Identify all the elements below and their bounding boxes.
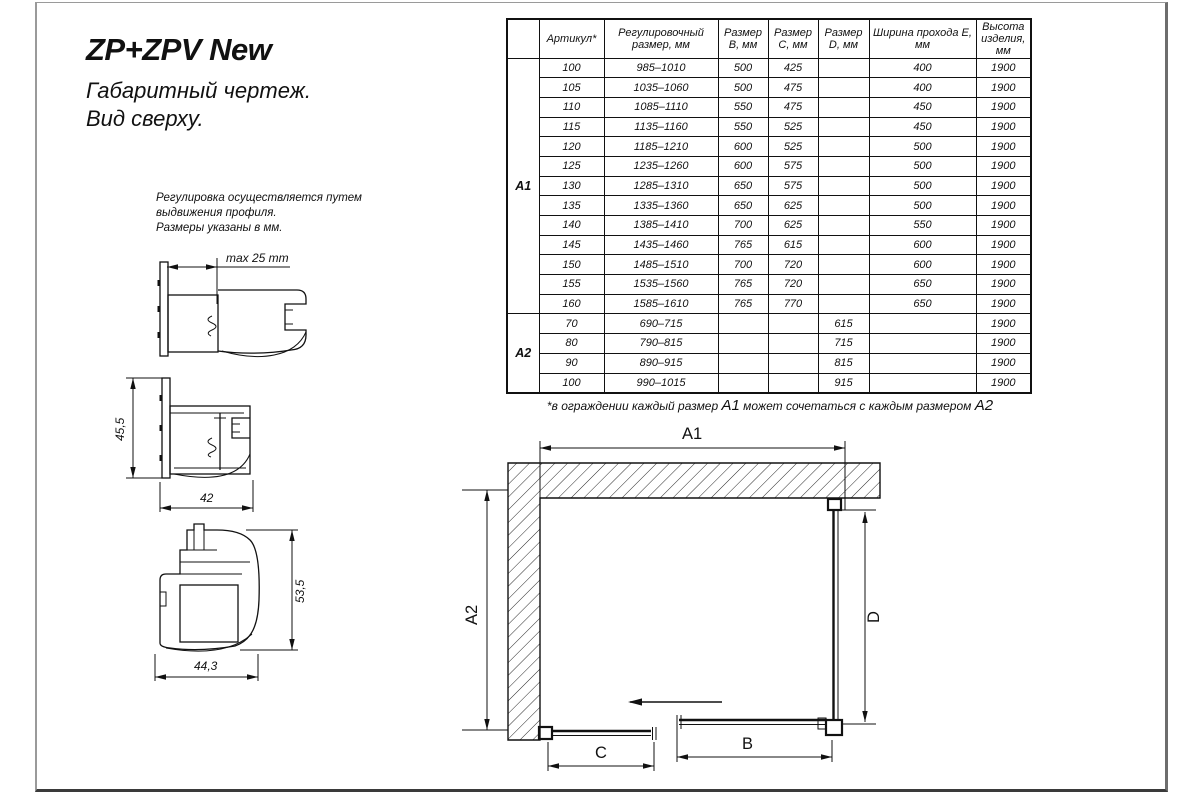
table-cell <box>869 373 976 393</box>
table-cell: 1900 <box>976 275 1031 295</box>
table-cell: 475 <box>768 97 818 117</box>
table-cell: 1585–1610 <box>604 294 718 314</box>
table-row <box>507 117 1031 137</box>
page-subtitle-1: Габаритный чертеж. <box>86 78 311 103</box>
table-cell <box>818 137 869 157</box>
header-group <box>507 19 539 58</box>
table-cell: 100 <box>539 58 604 78</box>
table-cell <box>768 334 818 354</box>
table-cell: 985–1010 <box>604 58 718 78</box>
table-cell: 1235–1260 <box>604 156 718 176</box>
table-cell: 600 <box>869 255 976 275</box>
table-cell <box>869 334 976 354</box>
table-row <box>507 196 1031 216</box>
table-cell: 1900 <box>976 97 1031 117</box>
table-row <box>507 275 1031 295</box>
table-cell: 130 <box>539 176 604 196</box>
note-line-1: Регулировка осуществляется путем <box>156 192 362 204</box>
table-row <box>507 176 1031 196</box>
table-cell: 475 <box>768 78 818 98</box>
table-cell: 1385–1410 <box>604 216 718 236</box>
table-cell: 450 <box>869 117 976 137</box>
table-cell: 525 <box>768 117 818 137</box>
table-cell <box>768 314 818 334</box>
table-cell: 1185–1210 <box>604 137 718 157</box>
dimension-45-5: 45,5 <box>113 417 127 441</box>
table-cell: 500 <box>869 137 976 157</box>
sliding-door-panel <box>677 715 842 735</box>
fixed-front-panel <box>539 727 656 740</box>
table-cell <box>869 353 976 373</box>
table-cell <box>718 353 768 373</box>
table-cell: 1900 <box>976 255 1031 275</box>
table-cell: 600 <box>869 235 976 255</box>
table-cell: 1535–1560 <box>604 275 718 295</box>
table-cell: 990–1015 <box>604 373 718 393</box>
table-cell <box>818 117 869 137</box>
table-cell: 550 <box>718 97 768 117</box>
footnote-a1: А1 <box>721 397 740 414</box>
table-cell: 690–715 <box>604 314 718 334</box>
table-cell: 720 <box>768 255 818 275</box>
dimension-max-25mm: max 25 mm <box>226 251 289 265</box>
table-cell: 1900 <box>976 294 1031 314</box>
table-cell: 1900 <box>976 196 1031 216</box>
table-cell: 1900 <box>976 235 1031 255</box>
table-cell: 1900 <box>976 137 1031 157</box>
table-cell: 1335–1360 <box>604 196 718 216</box>
table-cell: 650 <box>869 294 976 314</box>
top-wall-bracket <box>828 499 841 510</box>
table-cell: 525 <box>768 137 818 157</box>
table-cell <box>818 58 869 78</box>
table-cell: 650 <box>869 275 976 295</box>
table-cell: 1135–1160 <box>604 117 718 137</box>
profile-section-3 <box>155 524 307 681</box>
footnote-pre: *в ограждении каждый размер <box>546 399 722 413</box>
table-cell <box>768 353 818 373</box>
table-cell: 500 <box>869 196 976 216</box>
page-title: ZP+ZPV New <box>86 32 272 67</box>
table-row <box>507 156 1031 176</box>
table-cell: 720 <box>768 275 818 295</box>
table-row <box>507 58 1031 78</box>
table-cell: 915 <box>818 373 869 393</box>
side-glass-panel <box>828 499 841 720</box>
table-cell: 400 <box>869 78 976 98</box>
table-cell: 765 <box>718 294 768 314</box>
table-cell: 500 <box>718 58 768 78</box>
table-cell: 625 <box>768 216 818 236</box>
page-subtitle-2: Вид сверху. <box>86 106 204 131</box>
table-row <box>507 373 1031 393</box>
table-cell: 700 <box>718 255 768 275</box>
table-cell: 1285–1310 <box>604 176 718 196</box>
profile-section-1 <box>158 251 307 357</box>
table-cell: 1900 <box>976 314 1031 334</box>
table-cell <box>818 235 869 255</box>
table-cell: 450 <box>869 97 976 117</box>
dimension-c <box>548 742 654 771</box>
table-cell: 600 <box>718 156 768 176</box>
dimension-44-3: 44,3 <box>194 659 218 673</box>
dimension-42: 42 <box>200 491 214 505</box>
table-cell: 145 <box>539 235 604 255</box>
table-cell: 1085–1110 <box>604 97 718 117</box>
table-cell <box>818 97 869 117</box>
table-row <box>507 353 1031 373</box>
group-label: A2 <box>507 314 539 393</box>
label-b: B <box>742 735 754 753</box>
table-cell <box>818 294 869 314</box>
table-cell <box>768 373 818 393</box>
label-d: D <box>865 611 883 623</box>
plan-view-drawing <box>450 415 920 800</box>
wall-hatched <box>508 463 880 740</box>
table-cell <box>818 156 869 176</box>
table-cell: 1900 <box>976 216 1031 236</box>
header-articul: Артикул* <box>539 19 604 58</box>
size-table-body <box>507 58 1031 393</box>
table-footnote <box>500 397 1040 414</box>
dimension-d <box>841 510 883 724</box>
table-cell <box>818 255 869 275</box>
table-row <box>507 97 1031 117</box>
table-header-row <box>507 19 1031 58</box>
table-cell: 125 <box>539 156 604 176</box>
table-cell: 1900 <box>976 78 1031 98</box>
table-cell: 1435–1460 <box>604 235 718 255</box>
table-row <box>507 255 1031 275</box>
header-size-c: Размер C, мм <box>768 19 818 58</box>
table-row <box>507 216 1031 236</box>
table-cell: 115 <box>539 117 604 137</box>
table-cell <box>718 314 768 334</box>
table-cell: 400 <box>869 58 976 78</box>
dimension-b <box>677 729 832 762</box>
label-a2: A2 <box>463 604 481 625</box>
table-cell: 70 <box>539 314 604 334</box>
note-line-3: Размеры указаны в мм. <box>156 222 283 235</box>
table-cell: 1900 <box>976 176 1031 196</box>
table-cell: 1900 <box>976 334 1031 354</box>
header-size-b: Размер B, мм <box>718 19 768 58</box>
table-cell: 1035–1060 <box>604 78 718 98</box>
table-cell: 550 <box>869 216 976 236</box>
table-cell: 500 <box>718 78 768 98</box>
table-cell: 1900 <box>976 58 1031 78</box>
wall-profile-bracket <box>539 727 552 739</box>
table-cell: 1485–1510 <box>604 255 718 275</box>
table-cell: 550 <box>718 117 768 137</box>
table-cell: 135 <box>539 196 604 216</box>
table-cell: 765 <box>718 275 768 295</box>
table-cell: 110 <box>539 97 604 117</box>
table-cell: 615 <box>818 314 869 334</box>
table-cell: 890–915 <box>604 353 718 373</box>
group-label: A1 <box>507 58 539 314</box>
table-cell: 575 <box>768 176 818 196</box>
table-cell: 1900 <box>976 117 1031 137</box>
dimension-a2 <box>462 490 508 730</box>
table-cell <box>818 216 869 236</box>
table-cell: 155 <box>539 275 604 295</box>
table-cell <box>818 196 869 216</box>
table-cell: 425 <box>768 58 818 78</box>
slide-direction-arrow <box>628 698 722 705</box>
profile-section-2 <box>113 378 253 512</box>
table-row <box>507 235 1031 255</box>
corner-post <box>826 720 842 735</box>
table-cell: 700 <box>718 216 768 236</box>
table-cell: 150 <box>539 255 604 275</box>
table-cell: 105 <box>539 78 604 98</box>
table-cell: 765 <box>718 235 768 255</box>
table-cell: 1900 <box>976 353 1031 373</box>
table-cell: 1900 <box>976 373 1031 393</box>
footnote-mid: может сочетаться с каждым размером <box>739 399 975 413</box>
table-cell <box>718 334 768 354</box>
table-cell <box>718 373 768 393</box>
clip-detail <box>208 438 216 457</box>
table-cell <box>818 176 869 196</box>
dimension-53-5: 53,5 <box>293 579 307 603</box>
header-adjust-range: Регулировочный размер, мм <box>604 19 718 58</box>
table-cell <box>818 78 869 98</box>
table-cell: 160 <box>539 294 604 314</box>
table-cell: 600 <box>718 137 768 157</box>
table-cell: 625 <box>768 196 818 216</box>
table-row <box>507 334 1031 354</box>
table-cell: 100 <box>539 373 604 393</box>
table-cell <box>869 314 976 334</box>
table-cell: 715 <box>818 334 869 354</box>
table-cell: 80 <box>539 334 604 354</box>
table-cell: 500 <box>869 176 976 196</box>
table-cell: 815 <box>818 353 869 373</box>
header-pass-width-e: Ширина прохода E, мм <box>869 19 976 58</box>
table-row <box>507 294 1031 314</box>
label-c: C <box>595 744 607 762</box>
table-cell: 650 <box>718 196 768 216</box>
note-line-2: выдвижения профиля. <box>156 207 277 220</box>
table-row <box>507 78 1031 98</box>
table-cell: 770 <box>768 294 818 314</box>
label-a1: A1 <box>682 425 703 443</box>
table-cell: 140 <box>539 216 604 236</box>
table-cell: 120 <box>539 137 604 157</box>
profile-sections-drawing <box>100 240 340 700</box>
table-cell: 790–815 <box>604 334 718 354</box>
table-cell: 90 <box>539 353 604 373</box>
table-row <box>507 137 1031 157</box>
table-cell: 575 <box>768 156 818 176</box>
table-cell: 650 <box>718 176 768 196</box>
header-size-d: Размер D, мм <box>818 19 869 58</box>
table-cell: 615 <box>768 235 818 255</box>
clip-detail <box>208 316 216 336</box>
table-row <box>507 314 1031 334</box>
table-cell: 1900 <box>976 156 1031 176</box>
table-cell: 500 <box>869 156 976 176</box>
footnote-a2: А2 <box>974 397 994 414</box>
adjustment-note <box>156 191 376 237</box>
table-cell <box>818 275 869 295</box>
header-height: Высота изделия, мм <box>976 19 1031 58</box>
size-table <box>506 18 1032 394</box>
